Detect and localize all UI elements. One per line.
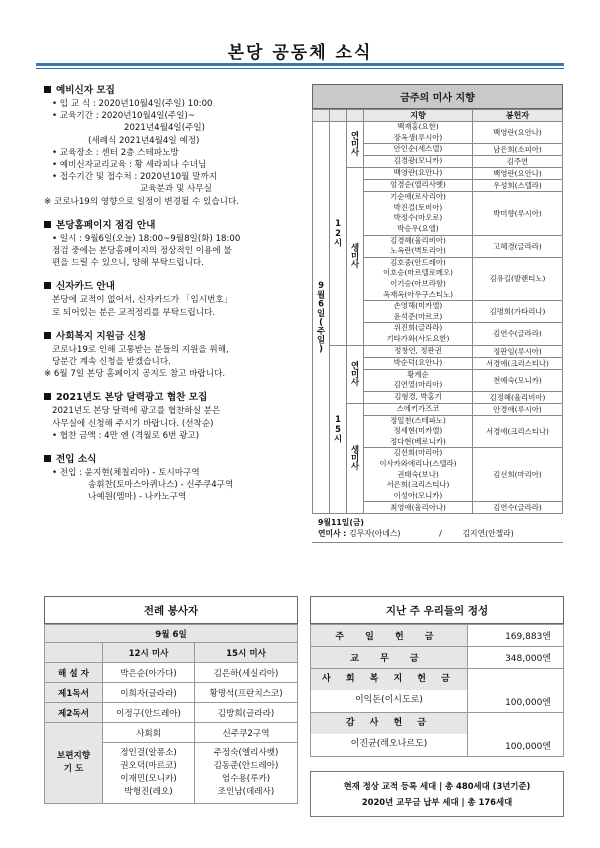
offering-table bbox=[310, 624, 564, 757]
offering-heading: 지난 주 우리들의 정성 bbox=[310, 596, 564, 624]
intention-name: 박승우(요엘) bbox=[397, 223, 439, 233]
notice-line: 당분간 계속 신청을 받겠습니다. bbox=[52, 357, 171, 368]
intention-name: 손영해(미카엘) bbox=[393, 301, 443, 311]
notice-line: • 입 교 식 : 2020년10월4일(주일) 10:00 bbox=[52, 99, 213, 109]
thanks-name: 이진균(레오나르도) bbox=[350, 739, 428, 749]
prayer-label bbox=[45, 723, 103, 804]
square-bullet-icon bbox=[44, 332, 51, 339]
square-bullet-icon bbox=[44, 393, 51, 400]
service-15: 김은하(세실리아) bbox=[195, 663, 298, 683]
intention-name: 안인순(세스델) bbox=[393, 144, 443, 154]
thanks-value: 100,000엔 bbox=[467, 713, 563, 757]
mass-kind-label: 연미사 bbox=[350, 360, 360, 386]
note-line-2: 2020년 교무금 납부 세대 | 총 176세대 bbox=[361, 797, 513, 807]
intention-name: 백재홍(요한) bbox=[397, 122, 439, 131]
square-bullet-icon bbox=[44, 282, 51, 289]
notice-section bbox=[44, 278, 306, 318]
intention-name: 스에키가즈코 bbox=[396, 403, 440, 413]
intention-name: 김호중(안드레아) bbox=[390, 257, 446, 267]
intention-name: 기타가와(사도요한) bbox=[386, 333, 450, 343]
mass-time bbox=[330, 122, 347, 346]
notice-section bbox=[44, 328, 306, 381]
offering-row bbox=[311, 647, 564, 669]
intention-name: 이호승(마르텔로메오) bbox=[382, 268, 453, 278]
col-12: 12시 미사 bbox=[103, 643, 195, 663]
offerer-name: 김유길(발렌티노) bbox=[472, 257, 562, 300]
intention-names bbox=[364, 156, 473, 168]
offerer-name: 김정혜(율리비아) bbox=[472, 391, 562, 403]
prayer-name: 엄수용(루카) bbox=[221, 774, 271, 784]
notice-heading: 전입 소식 bbox=[44, 451, 306, 465]
mass-row bbox=[313, 122, 563, 144]
offerer-name: 백영란(요안나) bbox=[472, 122, 562, 144]
prayer-group-a: 사회회 bbox=[103, 723, 195, 743]
square-bullet-icon bbox=[44, 455, 51, 462]
mass-time bbox=[330, 345, 347, 514]
mass-kind-label: 생미사 bbox=[350, 242, 360, 268]
intention-names bbox=[364, 502, 473, 514]
welfare-label: 사 회 복 지 헌 금 bbox=[311, 669, 467, 690]
intention-name: 박순덕(요안나) bbox=[393, 357, 443, 367]
foot-slash: / bbox=[439, 529, 442, 539]
intention-names bbox=[364, 357, 473, 369]
offering-value: 169,883엔 bbox=[467, 625, 563, 647]
service-15: 김방희(글라라) bbox=[195, 703, 298, 723]
service-role: 제2독서 bbox=[45, 703, 103, 723]
notice-line: • 접수기간 및 접수처 : 2020년10월 말까지 bbox=[52, 172, 218, 183]
intention-name: 기순애(로사리아) bbox=[390, 192, 446, 202]
notice-heading: 본당홈페이지 점검 안내 bbox=[44, 217, 306, 231]
intention-names bbox=[364, 403, 473, 415]
prayer-name: 김동준(안드레아) bbox=[213, 761, 279, 771]
service-subhead-row bbox=[45, 723, 298, 743]
mass-kind-label: 연미사 bbox=[350, 131, 360, 157]
welfare-value: 100,000엔 bbox=[467, 669, 563, 713]
notice-line: • 전입 : 윤지현(체칠리아) - 토시마구역 bbox=[52, 468, 200, 479]
notice-section bbox=[44, 451, 306, 504]
notice-line: (세례식 2021년4월4일 예정) bbox=[88, 135, 200, 146]
col-bonghyeonja: 봉헌자 bbox=[472, 110, 562, 122]
prayer-name: 이재민(모니카) bbox=[120, 774, 177, 784]
welfare-name: 이익돈(이시도로) bbox=[354, 695, 423, 705]
service-row bbox=[45, 683, 298, 703]
offering-value: 348,000엔 bbox=[467, 647, 563, 669]
square-bullet-icon bbox=[44, 221, 51, 228]
intention-names bbox=[364, 448, 473, 502]
intention-name: 박정수(마오로) bbox=[393, 213, 443, 223]
intention-name: 박진걸(토비아) bbox=[393, 202, 443, 212]
offering-row bbox=[311, 625, 564, 647]
intention-name: 백영란(요안나) bbox=[393, 168, 443, 178]
intention-names bbox=[364, 122, 473, 144]
intention-name: 정세현(미카엘) bbox=[393, 426, 443, 436]
intention-name: 노옥란(벽토리아) bbox=[390, 246, 446, 256]
prayer-name: 정인걸(알퐁소) bbox=[120, 748, 177, 758]
prayer-label-1: 보편지향 bbox=[56, 751, 91, 761]
notice-line: • 교육기간 : 2020년10월4일(주일)~ bbox=[52, 111, 196, 122]
offerer-name: 김연수(글라라) bbox=[472, 502, 562, 514]
offerer-name: 서경애(크리스티나) bbox=[472, 415, 562, 448]
mass-row bbox=[313, 345, 563, 357]
notice-line: 코로나19로 인해 고통받는 분들의 지원을 위해, bbox=[52, 344, 229, 355]
intention-names bbox=[364, 323, 473, 345]
intention-name: 황계순 bbox=[407, 369, 429, 379]
intention-name: 이기승(아브라함) bbox=[390, 278, 446, 288]
prayer-name: 권오덕(마르코) bbox=[120, 761, 177, 771]
title-divider bbox=[36, 63, 564, 66]
notice-line: 본당에 교적이 없어서, 신자카드가 「임시번호」 bbox=[52, 295, 233, 306]
intention-name: 김형경, 박홍기 bbox=[394, 391, 442, 401]
prayer-name: 박형진(레오) bbox=[124, 787, 173, 797]
intention-names bbox=[364, 345, 473, 357]
offerer-name: 박미향(루시아) bbox=[472, 192, 562, 235]
square-bullet-icon bbox=[44, 86, 51, 93]
col-jihyang: 지향 bbox=[364, 110, 473, 122]
liturgy-servers bbox=[44, 596, 298, 804]
prayer-name: 조인남(데레사) bbox=[217, 787, 275, 797]
intention-names bbox=[364, 415, 473, 448]
thanks-label: 감 사 헌 금 bbox=[311, 713, 467, 734]
intention-names bbox=[364, 369, 473, 391]
intention-name: 윤석준(마르코) bbox=[393, 311, 443, 321]
intention-names bbox=[364, 301, 473, 323]
offerer-name: 김선희(마리아) bbox=[472, 448, 562, 502]
service-15: 황명석(프란치스코) bbox=[195, 683, 298, 703]
intention-name: 김경혜(율리비아) bbox=[390, 235, 446, 245]
service-role: 해 설 자 bbox=[45, 663, 103, 683]
mass-table bbox=[312, 109, 563, 514]
notice-section bbox=[44, 82, 306, 208]
intention-name: 옥재옥(아우구스티노) bbox=[382, 289, 453, 299]
mass-footer bbox=[312, 514, 563, 543]
offering-row bbox=[311, 669, 564, 713]
prayer-name: 주정숙(엘리사벳) bbox=[213, 748, 279, 758]
mass-intentions bbox=[312, 84, 563, 543]
note-line-1: 현재 정상 교적 등록 세대 | 총 480세대 (3년기준) bbox=[343, 781, 531, 791]
notice-line: 로 되어있는 분은 교적정리를 부탁드립니다. bbox=[52, 307, 216, 318]
intention-names bbox=[364, 180, 473, 192]
service-12: 박은순(아가다) bbox=[103, 663, 195, 683]
intention-name: 이사카와에리나(스텔라) bbox=[379, 459, 457, 469]
offerer-name: 김주연 bbox=[472, 156, 562, 168]
notice-line: ※ 6월 7일 본당 홈페이지 공지도 참고 바랍니다. bbox=[44, 369, 226, 380]
service-role: 제1독서 bbox=[45, 683, 103, 703]
title-divider-thin bbox=[36, 68, 564, 69]
mass-kind bbox=[347, 345, 364, 403]
service-heading: 전례 봉사자 bbox=[44, 596, 298, 624]
notice-heading: 사회복지 지원금 신청 bbox=[44, 328, 306, 342]
offerings bbox=[310, 596, 564, 817]
notice-line: 교육분과 및 사무실 bbox=[140, 184, 212, 195]
intention-name: 정다현(베로니카) bbox=[390, 436, 446, 446]
notice-line: 편을 드릴 수 있으니, 양해 부탁드립니다. bbox=[52, 258, 204, 269]
intention-names bbox=[364, 257, 473, 300]
intention-name: 정창언, 정판권 bbox=[394, 345, 442, 355]
intention-name: 김선희(마리아) bbox=[393, 448, 443, 458]
mass-kind bbox=[347, 122, 364, 168]
intention-name: 정일천(스테파노) bbox=[390, 415, 446, 425]
notice-line: 송휘찬(토마스아퀴나스) - 신주쿠4구역 bbox=[88, 480, 234, 491]
prayer-names bbox=[103, 743, 195, 804]
prayer-names bbox=[195, 743, 298, 804]
foot-date: 9월11일(금) bbox=[318, 518, 364, 528]
service-table bbox=[44, 624, 298, 804]
offerer-name: 고혜경(글라라) bbox=[472, 235, 562, 257]
col-15: 15시 미사 bbox=[195, 643, 298, 663]
notice-line: 나예원(엠마) - 나카노구역 bbox=[88, 492, 187, 503]
notice-line: 2021년도 본당 달력에 광고를 협찬하실 분은 bbox=[52, 406, 221, 417]
intention-name: 서은희(크리스티나) bbox=[386, 480, 450, 490]
notice-line: • 일시 : 9월6일(오늘) 18:00~9월8일(화) 18:00 bbox=[52, 233, 241, 244]
offerer-name: 김명희(가타리나) bbox=[472, 301, 562, 323]
mass-kind-label: 생미사 bbox=[350, 444, 360, 471]
notice-line: 사무실에 신청해 주시기 바랍니다. (선착순) bbox=[52, 418, 214, 429]
notice-heading: 예비신자 모집 bbox=[44, 82, 306, 96]
mass-day bbox=[313, 122, 330, 514]
service-row bbox=[45, 663, 298, 683]
notice-line: • 협찬 금액 : 4만 엔 (격월로 6번 광고) bbox=[52, 430, 200, 441]
intention-name: 권태숙(보나) bbox=[397, 469, 439, 479]
mass-kind bbox=[347, 168, 364, 345]
offerer-name: 백영란(요안나) bbox=[472, 168, 562, 180]
offering-row bbox=[311, 713, 564, 757]
mass-time-label: 12시 bbox=[333, 218, 343, 247]
notice-section bbox=[44, 389, 306, 442]
intention-name: 이성아(모니카) bbox=[393, 490, 443, 500]
notice-heading: 신자카드 안내 bbox=[44, 278, 306, 292]
mass-day-label: 9월6일(주일) bbox=[316, 279, 326, 354]
offerer-name: 안경애(루시아) bbox=[472, 403, 562, 415]
offerer-name: 우성희(스텔라) bbox=[472, 180, 562, 192]
intention-names bbox=[364, 168, 473, 180]
intention-name: 김경광(모니카) bbox=[393, 156, 443, 166]
registration-note bbox=[310, 771, 564, 817]
service-12: 이희자(글라라) bbox=[103, 683, 195, 703]
foot-name: 김무자(아녜스) bbox=[349, 529, 401, 539]
offerer-name: 천예숙(모니카) bbox=[472, 369, 562, 391]
intention-name: 엄경순(엘리사벳) bbox=[390, 180, 446, 190]
offerer-name: 서경애(크리스티나) bbox=[472, 357, 562, 369]
service-12: 이정구(안드레아) bbox=[103, 703, 195, 723]
mass-row bbox=[313, 168, 563, 180]
offering-label: 교 무 금 bbox=[311, 647, 468, 669]
notice-section bbox=[44, 217, 306, 270]
prayer-label-2: 기 도 bbox=[63, 764, 84, 774]
service-date: 9월 6일 bbox=[45, 625, 298, 643]
notice-line: 2021년4월4일(주일) bbox=[124, 123, 206, 134]
mass-heading: 금주의 미사 지향 bbox=[312, 84, 563, 109]
prayer-group-b: 신주쿠2구역 bbox=[195, 723, 298, 743]
notice-line: • 예비신자교리교육 : 황 세라피나 수녀님 bbox=[52, 160, 207, 171]
notice-line: ※ 코로나19의 영향으로 일정이 변경될 수 있습니다. bbox=[44, 196, 239, 207]
foot-donor: 김지연(안젤라) bbox=[462, 529, 514, 539]
notice-line: 점검 중에는 본당홈페이지의 정상적인 이용에 불 bbox=[52, 246, 232, 257]
intention-names bbox=[364, 391, 473, 403]
intention-name: 최영애(율리아나) bbox=[390, 502, 446, 512]
intention-name: 위진희(글라라) bbox=[393, 323, 443, 333]
offering-label: 주 일 헌 금 bbox=[311, 625, 468, 647]
intention-names bbox=[364, 235, 473, 257]
intention-names bbox=[364, 144, 473, 156]
mass-row bbox=[313, 403, 563, 415]
offerer-name: 정판임(루시아) bbox=[472, 345, 562, 357]
notice-line: • 교육장소 : 센터 2층 스테파노방 bbox=[52, 147, 179, 158]
intention-name: 김연열(마리아) bbox=[393, 380, 443, 390]
offerer-name: 남은희(소피아) bbox=[472, 144, 562, 156]
intention-name: 장옥생(루시아) bbox=[393, 132, 443, 142]
offerer-name: 김연수(글라라) bbox=[472, 323, 562, 345]
service-row bbox=[45, 703, 298, 723]
foot-label: 연미사 : bbox=[318, 529, 347, 539]
mass-time-label: 15시 bbox=[333, 414, 343, 443]
intention-names bbox=[364, 192, 473, 235]
notices-column bbox=[44, 82, 306, 513]
notice-heading: 2021년도 본당 달력광고 협찬 모집 bbox=[44, 389, 306, 403]
mass-kind bbox=[347, 403, 364, 514]
page-title: 본당 공동체 소식 bbox=[227, 43, 373, 63]
